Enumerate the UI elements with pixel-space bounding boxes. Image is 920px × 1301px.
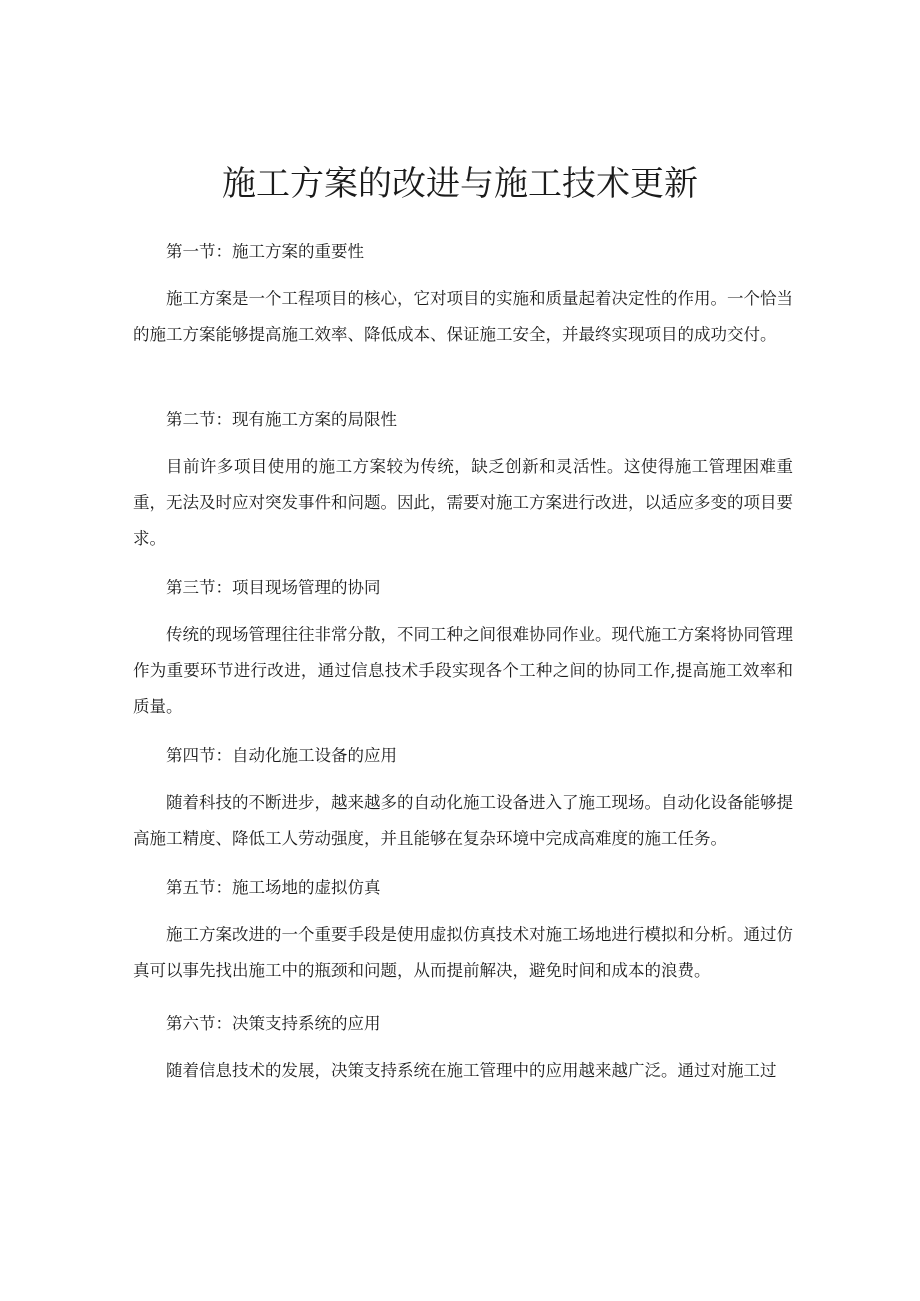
section-5-heading: 第五节：施工场地的虚拟仿真 (166, 878, 381, 897)
section-2-body: 目前许多项目使用的施工方案较为传统，缺乏创新和灵活性。这使得施工管理困难重重，无法及时应对突发事件和问题。因此，需要对施工方案进行改进，以适应多变的项目要求。 (133, 457, 793, 548)
section-6-heading: 第六节：决策支持系统的应用 (166, 1014, 381, 1033)
section-5-body: 施工方案改进的一个重要手段是使用虚拟仿真技术对施工场地进行模拟和分析。通过仿真可以事先找出施工中的瓶颈和问题，从而提前解决，避免时间和成本的浪费。 (133, 925, 793, 980)
section-1-body: 施工方案是一个工程项目的核心，它对项目的实施和质量起着决定性的作用。一个恰当的施工方案能够提高施工效率、降低成本、保证施工安全，并最终实现项目的成功交付。 (133, 289, 793, 344)
section-4-body: 随着科技的不断进步，越来越多的自动化施工设备进入了施工现场。自动化设备能够提高施工精度、降低工人劳动强度，并且能够在复杂环境中完成高难度的施工任务。 (133, 793, 793, 848)
section-3-body: 传统的现场管理往往非常分散，不同工种之间很难协同作业。现代施工方案将协同管理作为重要环节进行改进，通过信息技术手段实现各个工种之间的协同工作,提高施工效率和质量。 (133, 625, 793, 716)
section-2-heading: 第二节：现有施工方案的局限性 (166, 410, 397, 429)
section-6-body: 随着信息技术的发展，决策支持系统在施工管理中的应用越来越广泛。通过对施工过 (166, 1061, 777, 1080)
section-1-heading: 第一节：施工方案的重要性 (166, 242, 364, 261)
section-4-heading: 第四节：自动化施工设备的应用 (166, 746, 397, 765)
section-3-heading: 第三节：项目现场管理的协同 (166, 578, 381, 597)
page-title: 施工方案的改进与施工技术更新 (222, 164, 698, 204)
